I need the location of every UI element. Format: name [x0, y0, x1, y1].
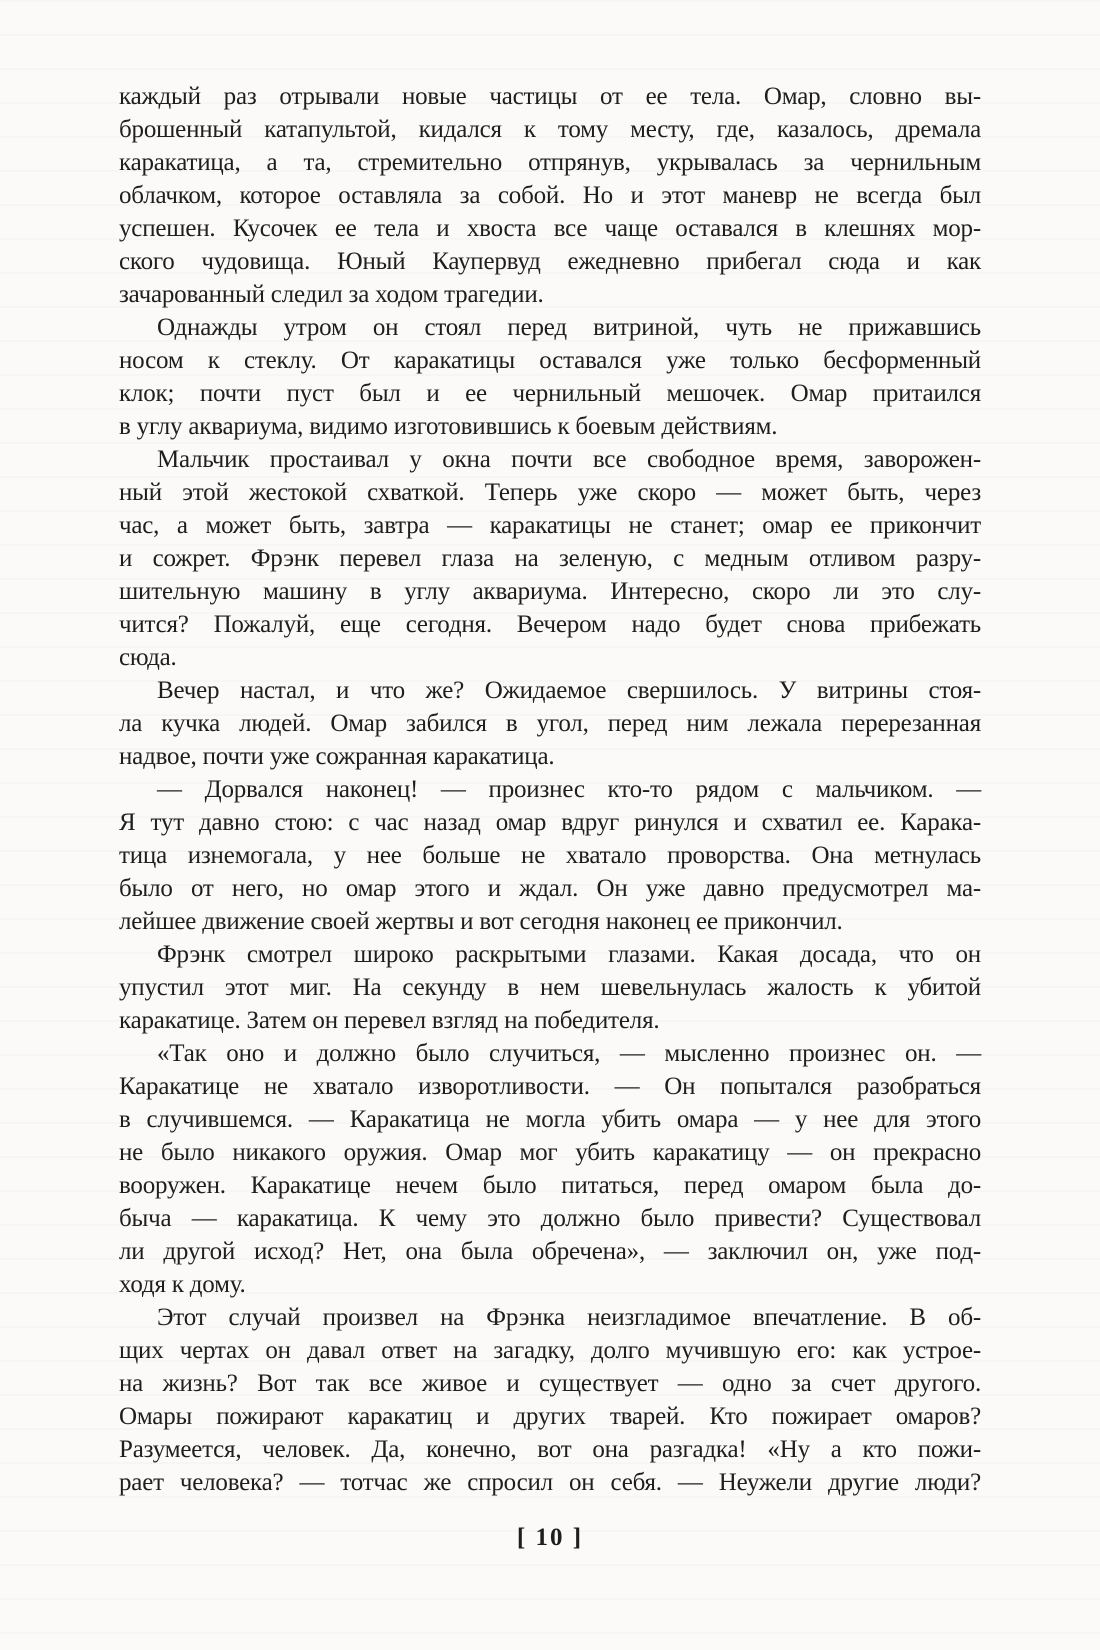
paragraph — [119, 1301, 981, 1499]
text-line: упустил этот миг. На секунду в нем шевельнулась жалость к убитой — [119, 974, 981, 1001]
page-number: [ 10 ] — [516, 1524, 584, 1551]
text-line: сюда. — [119, 644, 177, 671]
text-line: Мальчик простаивал у окна почти все свободное время, заворожен- — [157, 446, 981, 473]
text-line: на жизнь? Вот так все живое и существует — одно за счет другого. — [119, 1370, 981, 1397]
paragraph — [119, 674, 981, 773]
text-line: Разумеется, человек. Да, конечно, вот она разгадка! «Ну а кто пожи- — [119, 1436, 981, 1463]
text-line: рает человека? — тотчас же спросил он себя. — Неужели другие люди? — [119, 1469, 981, 1496]
text-line: ла кучка людей. Омар забился в угол, перед ним лежала перерезанная — [119, 710, 981, 737]
text-line: ный этой жестокой схваткой. Теперь уже скоро — может быть, через — [119, 479, 981, 506]
text-line: тица изнемогала, у нее больше не хватало проворства. Она метнулась — [119, 842, 981, 869]
text-line: Каракатице не хватало изворотливости. — Он попытался разобраться — [119, 1073, 981, 1100]
text-line: облачком, которое оставляла за собой. Но и этот маневр не всегда был — [119, 182, 981, 209]
paragraph — [119, 443, 981, 674]
body-text-block — [119, 80, 981, 1499]
text-line: шительную машину в углу аквариума. Интересно, скоро ли это слу- — [119, 578, 981, 605]
text-line: носом к стеклу. От каракатицы оставался уже только бесформенный — [119, 347, 981, 374]
text-line: ходя к дому. — [119, 1271, 246, 1298]
text-line: клок; почти пуст был и ее чернильный мешочек. Омар притаился — [119, 380, 981, 407]
text-line: каракатице. Затем он перевел взгляд на победителя. — [119, 1007, 660, 1034]
text-line: ского чудовища. Юный Каупервуд ежедневно прибегал сюда и как — [119, 248, 981, 275]
text-line: зачарованный следил за ходом трагедии. — [119, 281, 544, 308]
text-line: в углу аквариума, видимо изготовившись к боевым действиям. — [119, 413, 778, 440]
text-line: успешен. Кусочек ее тела и хвоста все чаще оставался в клешнях мор- — [119, 215, 981, 242]
text-line: Вечер настал, и что же? Ожидаемое свершилось. У витрины стоя- — [157, 677, 981, 704]
text-line: щих чертах он давал ответ на загадку, долго мучившую его: как устрое- — [119, 1337, 981, 1364]
text-line: было от него, но омар этого и ждал. Он уже давно предусмотрел ма- — [119, 875, 981, 902]
text-line: надвое, почти уже сожранная каракатица. — [119, 743, 555, 770]
text-line: лейшее движение своей жертвы и вот сегодня наконец ее прикончил. — [119, 908, 843, 935]
page-footer — [0, 1524, 1100, 1552]
text-line: брошенный катапультой, кидался к тому месту, где, казалось, дремала — [119, 116, 981, 143]
text-line: час, а может быть, завтра — каракатицы не станет; омар ее прикончит — [119, 512, 981, 539]
text-line: «Так оно и должно было случиться, — мысленно произнес он. — — [157, 1040, 981, 1067]
text-line: ли другой исход? Нет, она была обречена», — заключил он, уже под- — [119, 1238, 981, 1265]
paragraph — [119, 1037, 981, 1301]
text-line: Фрэнк смотрел широко раскрытыми глазами. Какая досада, что он — [157, 941, 981, 968]
text-line: в случившемся. — Каракатица не могла убить омара — у нее для этого — [119, 1106, 981, 1133]
paragraph — [119, 80, 981, 311]
text-line: Этот случай произвел на Фрэнка неизгладимое впечатление. В об- — [157, 1304, 981, 1331]
text-line: вооружен. Каракатице нечем было питаться, перед омаром была до- — [119, 1172, 981, 1199]
text-line: Я тут давно стою: с час назад омар вдруг ринулся и схватил ее. Карака- — [119, 809, 981, 836]
text-line: и сожрет. Фрэнк перевел глаза на зеленую, с медным отливом разру- — [119, 545, 981, 572]
paragraph — [119, 773, 981, 938]
text-line: каракатица, а та, стремительно отпрянув, укрывалась за чернильным — [119, 149, 981, 176]
text-line: Омары пожирают каракатиц и других тварей. Кто пожирает омаров? — [119, 1403, 981, 1430]
paragraph — [119, 938, 981, 1037]
text-line: Однажды утром он стоял перед витриной, чуть не прижавшись — [157, 314, 981, 341]
text-line: быча — каракатица. К чему это должно было привести? Существовал — [119, 1205, 981, 1232]
paragraph — [119, 311, 981, 443]
text-line: не было никакого оружия. Омар мог убить каракатицу — он прекрасно — [119, 1139, 981, 1166]
text-line: чится? Пожалуй, еще сегодня. Вечером надо будет снова прибежать — [119, 611, 981, 638]
text-line: каждый раз отрывали новые частицы от ее тела. Омар, словно вы- — [119, 83, 981, 110]
text-line: — Дорвался наконец! — произнес кто-то рядом с мальчиком. — — [157, 776, 981, 803]
